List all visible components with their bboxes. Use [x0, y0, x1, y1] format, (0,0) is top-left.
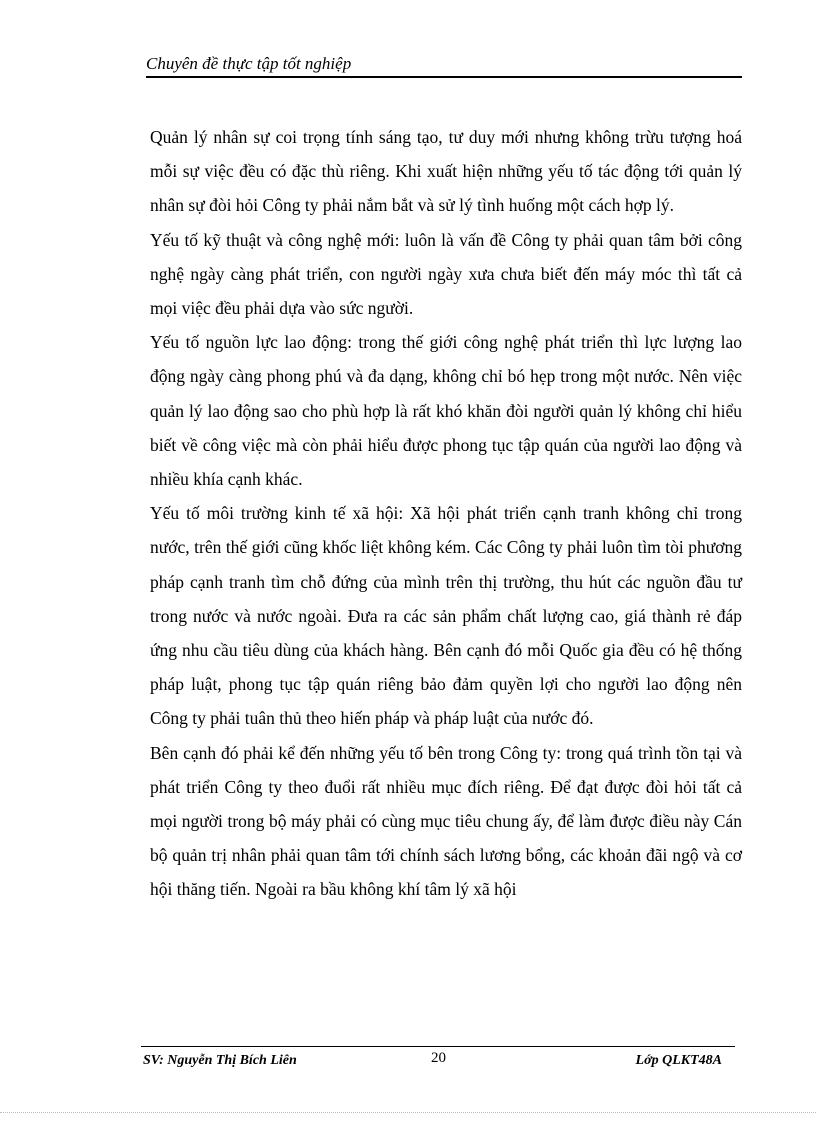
- page-edge-divider: [0, 1112, 816, 1113]
- paragraph-3: Yếu tố nguồn lực lao động: trong thế giới công nghệ phát triển thì lực lượng lao động ngày càng phong phú và đa dạng, không chỉ bó hẹp trong một nước. Nên việc quản lý lao động sao cho phù hợp là rất khó khăn đòi người quản lý không chỉ hiểu biết về công việc mà còn phải hiểu được phong tục tập quán của người lao động và nhiều khía cạnh khác.: [150, 332, 742, 490]
- paragraph-1: Quản lý nhân sự coi trọng tính sáng tạo, tư duy mới nhưng không trừu tượng hoá mỗi sự việc đều có đặc thù riêng. Khi xuất hiện những yếu tố tác động tới quản lý nhân sự đòi hỏi Công ty phải nắm bắt và sử lý tình huống một cách hợp lý.: [150, 127, 742, 216]
- paragraph-5: Bên cạnh đó phải kể đến những yếu tố bên trong Công ty: trong quá trình tồn tại và phát triển Công ty theo đuổi rất nhiều mục đích riêng. Để đạt được đòi hỏi tất cả mọi người trong bộ máy phải có cùng mục tiêu chung ấy, để làm được điều này Cán bộ quản trị nhân phải quan tâm tới chính sách lương bổng, các khoản đãi ngộ và cơ hội thăng tiến. Ngoài ra bầu không khí tâm lý xã hội: [150, 742, 742, 900]
- page-header: [146, 52, 742, 78]
- footer-student-name: SV: Nguyễn Thị Bích Liên: [143, 1053, 297, 1068]
- header-title: Chuyên đề thực tập tốt nghiệp: [146, 54, 352, 73]
- document-body: [150, 120, 742, 907]
- page-footer: [141, 1046, 735, 1077]
- footer-page-number: 20: [431, 1050, 446, 1066]
- paragraph-2: Yếu tố kỹ thuật và công nghệ mới: luôn là vấn đề Công ty phải quan tâm bởi công nghệ ngày càng phát triển, con người ngày xưa chưa biết đến máy móc thì tất cả mọi việc đều phải dựa vào sức người.: [150, 229, 742, 319]
- footer-class: Lớp QLKT48A: [635, 1053, 722, 1068]
- paragraph-4: Yếu tố môi trường kinh tế xã hội: Xã hội phát triển cạnh tranh không chỉ trong nước, trên thế giới cũng khốc liệt không kém. Các Công ty phải luôn tìm tòi phương pháp cạnh tranh tìm chỗ đứng của mình trên thị trường, thu hút các nguồn đầu tư trong nước và nước ngoài. Đưa ra các sản phẩm chất lượng cao, giá thành rẻ đáp ứng nhu cầu tiêu dùng của khách hàng. Bên cạnh đó mỗi Quốc gia đều có hệ thống pháp luật, phong tục tập quán riêng bảo đảm quyền lợi cho người lao động nên Công ty phải tuân thủ theo hiến pháp và pháp luật của nước đó.: [150, 503, 742, 729]
